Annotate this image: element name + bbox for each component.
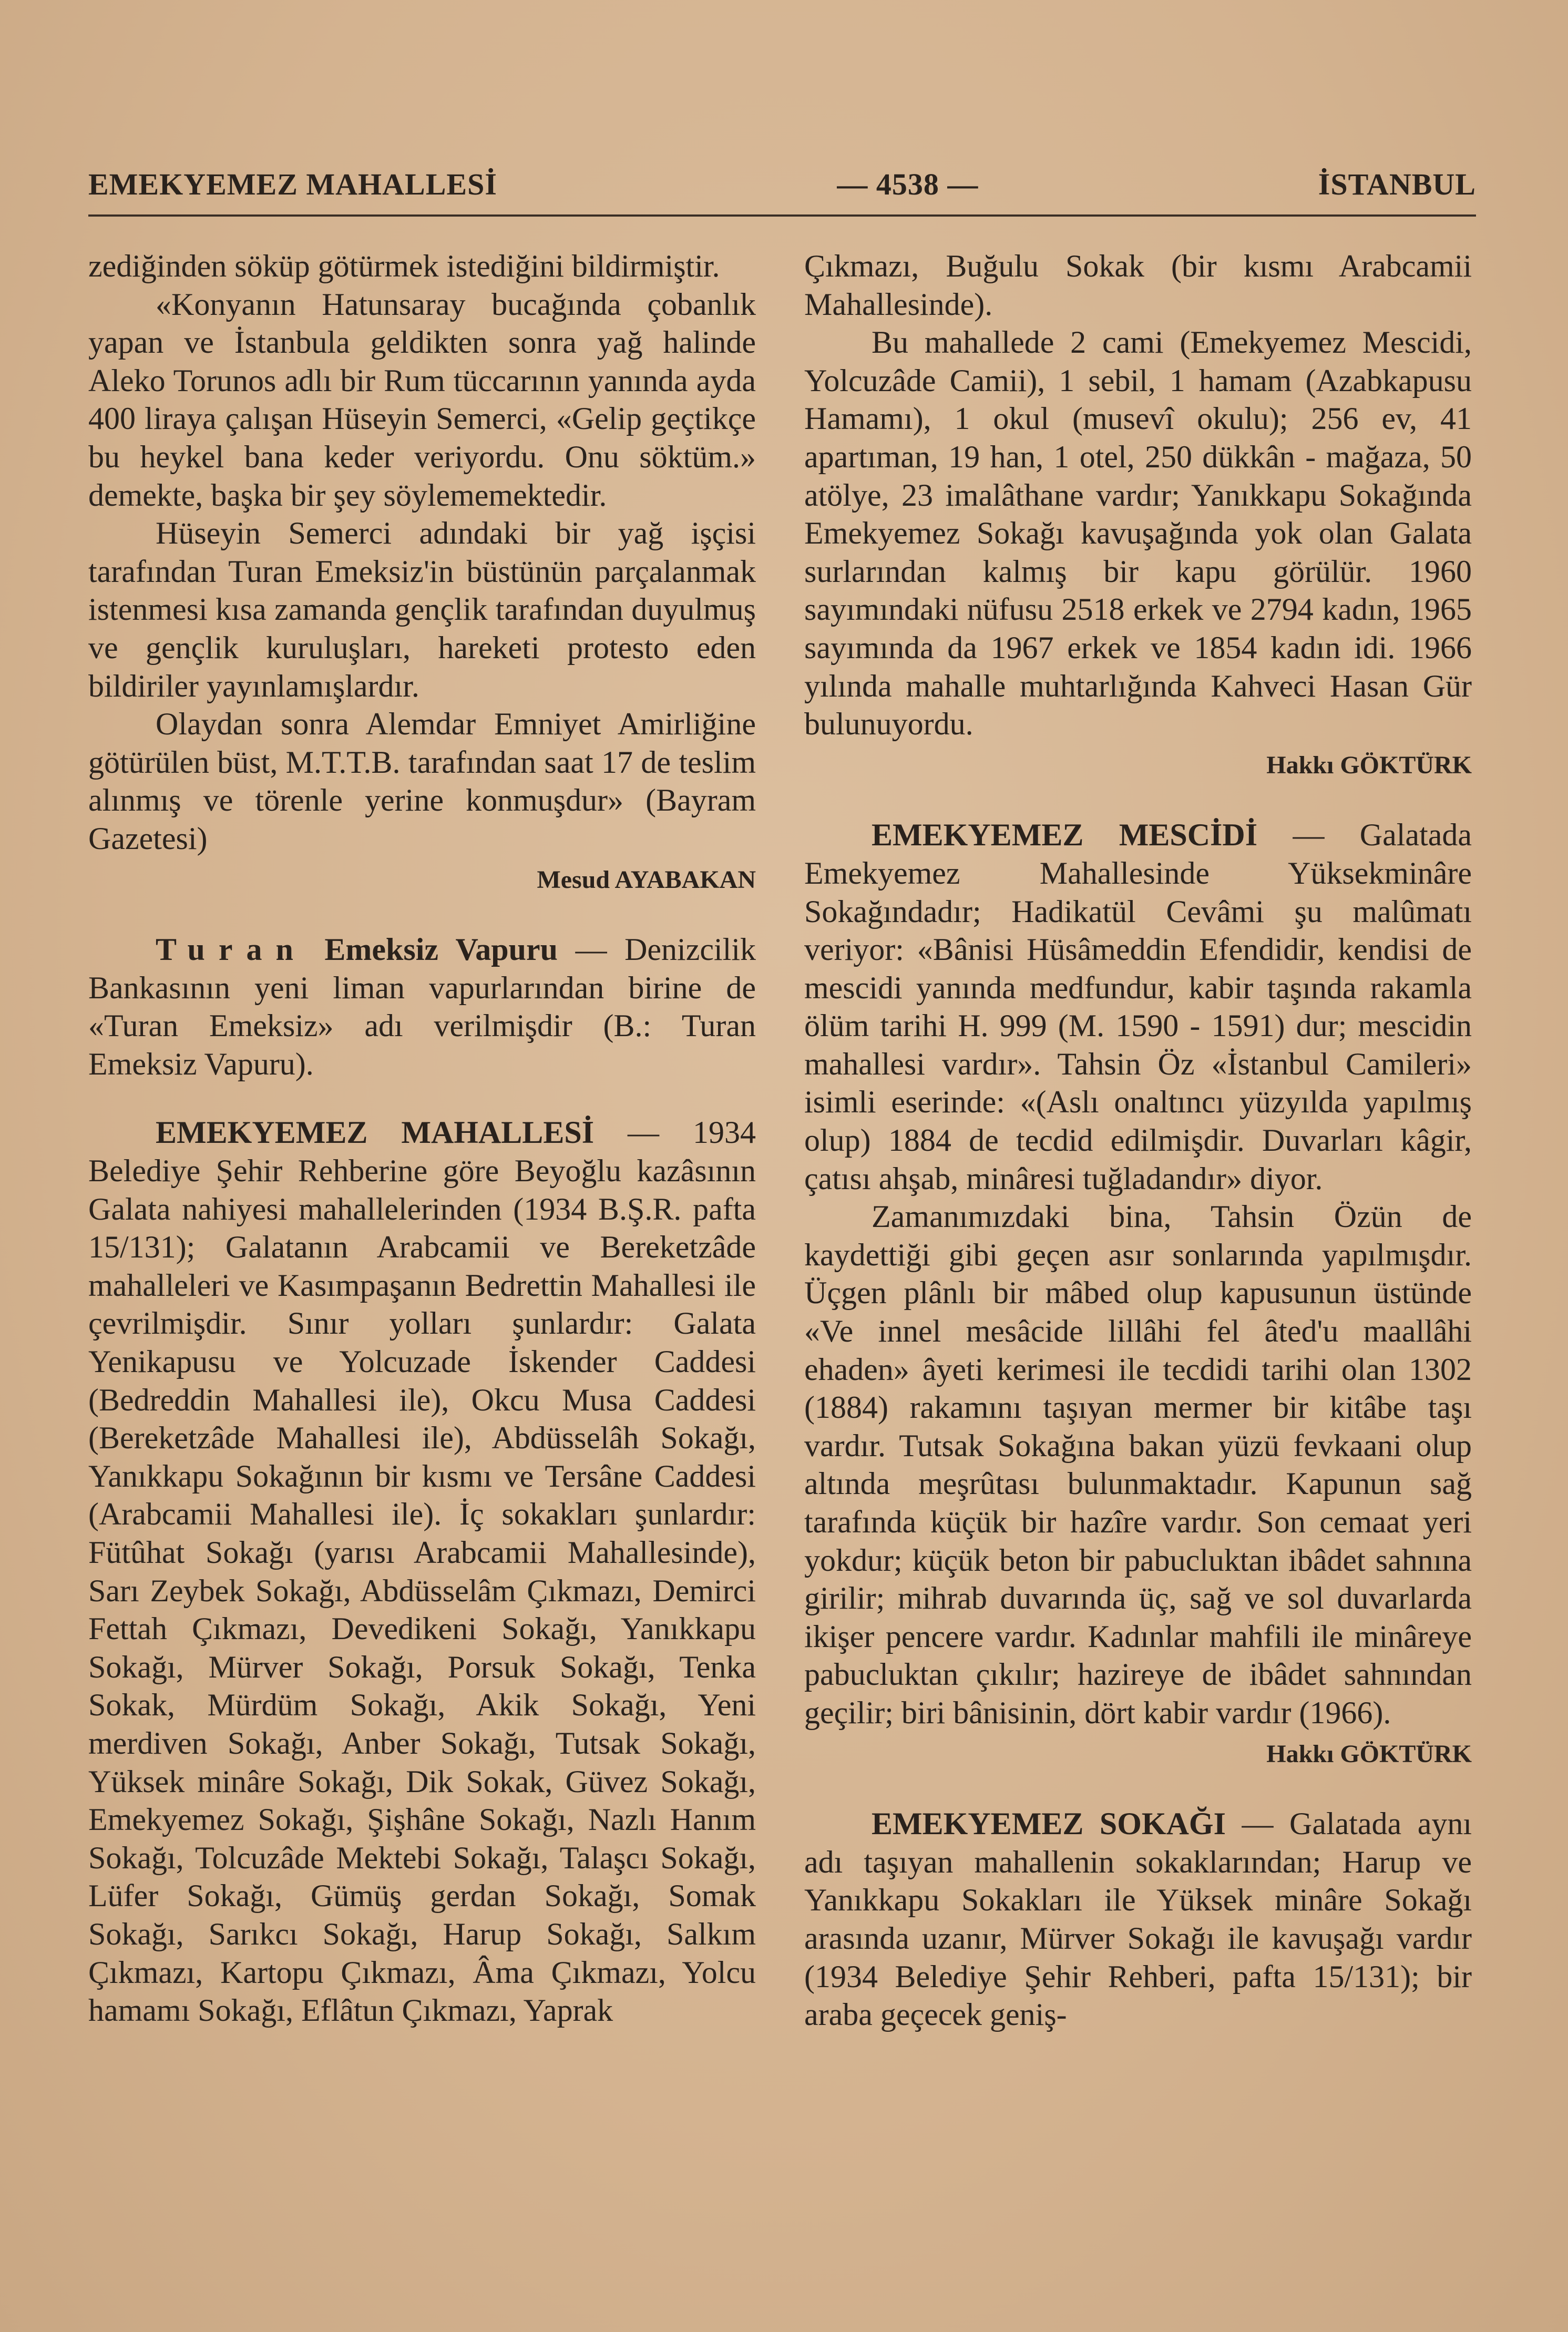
paragraph: Olaydan sonra Alemdar Emniyet Amirliğine götürülen büst, M.T.T.B. tarafından saat 17 de teslim alınmış ve törenle yerine konmuşdur» (Bayram Gazetesi): [88, 707, 756, 856]
entry-text: — Denizcilik Bankasının yeni liman vapurlarından birine de «Turan Emeksiz» adı verilmişdir (B.: Turan Emeksiz Vapuru).: [88, 932, 756, 1081]
entry-emekyemez-sokagi: [804, 1805, 1472, 2034]
entry-heading: EMEKYEMEZ MESCİDİ: [872, 817, 1258, 853]
entry-heading: EMEKYEMEZ SOKAĞI: [872, 1806, 1226, 1842]
header-section-title: EMEKYEMEZ MAHALLESİ: [88, 167, 497, 201]
entry-heading: EMEKYEMEZ MAHALLESİ: [156, 1115, 595, 1150]
entry-text: — Galatada aynı adı taşıyan mahallenin sokaklarından; Harup ve Yanıkkapu Sokakları ile Yüksek minâre Sokağı arasında uzanır, Mürver Sokağı ile kavuşağı vardır (1934 Belediye Şehir Rehberi, pafta 15/131); bir araba geçecek geniş-: [804, 1806, 1472, 2032]
author-signature: Mesud AYABAKAN: [537, 865, 756, 894]
entry-emekyemez-mescidi: [804, 816, 1472, 1198]
paragraph: Çıkmazı, Buğulu Sokak (bir kısmı Arabcamii Mahallesinde).: [804, 249, 1472, 322]
author-signature: Hakkı GÖKTÜRK: [1266, 1740, 1472, 1768]
paragraph: Bu mahallede 2 cami (Emekyemez Mescidi, Yolcuzâde Camii), 1 sebil, 1 hamam (Azabkapusu Hamamı), 1 okul (musevî okulu); 256 ev, 41 apartıman, 19 han, 1 otel, 250 dükkân - mağaza, 50 atölye, 23 imalâthane vardır; Yanıkkapu Sokağında Emekyemez Sokağı kavuşağında yok olan Galata surlarından kalmış bir kapu görülür. 1960 sayımındaki nüfusu 2518 erkek ve 2794 kadın, 1965 sayımında da 1967 erkek ve 1854 kadın idi. 1966 yılında mahalle muhtarlığında Kahveci Hasan Gür bulunuyordu.: [804, 325, 1472, 742]
entry-emekyemez-mahallesi: [88, 1113, 756, 2029]
paragraph: zediğinden söküp götürmek istediğini bildirmiştir.: [88, 249, 720, 283]
paragraph: Zamanımızdaki bina, Tahsin Özün de kaydettiği gibi geçen asır sonlarında yapılmışdır. Üçgen plânlı bir mâbed olup kapusunun üstünde «Ve innel mesâcide lillâhi fel âted'u maallâhi ehaden» âyeti kerimesi ile tecdidi tarihi olan 1302 (1884) rakamını taşıyan mermer bir kitâbe taşı vardır. Tutsak Sokağına bakan yüzü fevkaani olup altında meşrûtası bulunmaktadır. Kapunun sağ tarafında küçük bir hazîre vardır. Son cemaat yeri yokdur; küçük beton bir pabucluktan ibâdet sahnına girilir; mihrab duvarında üç, sağ ve sol duvarlarda ikişer pencere vardır. Kadınlar mahfili ile minâreye pabucluktan çıkılır; hazireye de ibâdet sahnından geçilir; biri bânisinin, dört kabir vardır (1966).: [804, 1199, 1472, 1730]
paragraph: Hüseyin Semerci adındaki bir yağ işçisi tarafından Turan Emeksiz'in büstünün parçalanmak istenmesi kısa zamanda gençlik tarafından duyulmuş ve gençlik kuruluşları, hareketi protesto eden bildiriler yayınlamışlardır.: [88, 516, 756, 703]
author-signature: Hakkı GÖKTÜRK: [1266, 751, 1472, 779]
left-column: [88, 247, 756, 2030]
entry-heading-cont: Emeksiz Vapuru: [324, 932, 558, 967]
entry-text: — Galatada Emekyemez Mahallesinde Yüksekminâre Sokağındadır; Hadikatül Cevâmi şu malûmatı veriyor: «Bânisi Hüsâmeddin Efendidir, kendisi de mescidi yanında medfundur, kabir taşında rakamla ölüm tarihi H. 999 (M. 1590 - 1591) dur; mescidin mahallesi vardır». Tahsin Öz «İstanbul Camileri» isimli eserinde: «(Aslı onaltıncı yüzyılda yapılmış olup) 1884 de tecdid edilmişdir. Duvarları kâgir, çatısı ahşab, minâresi tuğladandır» diyor.: [804, 817, 1472, 1196]
page-number: — 4538 —: [837, 167, 979, 201]
page-header: [88, 158, 1476, 210]
entry-text: — 1934 Belediye Şehir Rehberine göre Beyoğlu kazâsının Galata nahiyesi mahallelerinden (1934 B.Ş.R. pafta 15/131); Galatanın Arabcamii ve Bereketzâde mahalleleri ve Kasımpaşanın Bedrettin Mahallesi ile çevrilmişdir. Sınır yolları şunlardır: Galata Yenikapusu ve Yolcuzade İskender Caddesi (Bedreddin Mahallesi ile), Okcu Musa Caddesi (Bereketzâde Mahallesi ile), Abdüsselâh Sokağı, Yanıkkapu Sokağının bir kısmı ve Tersâne Caddesi (Arabcamii Mahallesi ile). İç sokakları şunlardır: Fütûhat Sokağı (yarısı Arabcamii Mahallesinde), Sarı Zeybek Sokağı, Abdüsselâm Çıkmazı, Demirci Fettah Çıkmazı, Devedikeni Sokağı, Yanıkkapu Sokağı, Mürver Sokağı, Porsuk Sokağı, Tenka Sokak, Mürdüm Sokağı, Akik Sokağı, Yeni merdiven Sokağı, Anber Sokağı, Tutsak Sokağı, Yüksek minâre Sokağı, Dik Sokak, Güvez Sokağı, Emekyemez Sokağı, Şişhâne Sokağı, Nazlı Hanım Sokağı, Tolcuzâde Mektebi Sokağı, Talaşcı Sokağı, Lüfer Sokağı, Gümüş gerdan Sokağı, Somak Sokağı, Sarıkcı Sokağı, Harup Sokağı, Salkım Çıkmazı, Kartopu Çıkmazı, Âma Çıkmazı, Yolcu hamamı Sokağı, Eflâtun Çıkmazı, Yaprak: [88, 1115, 756, 2028]
entry-turan-emeksiz-vapuru: [88, 930, 756, 1083]
header-city: İSTANBUL: [1318, 167, 1476, 201]
right-column: [804, 247, 1472, 2034]
entry-heading: Turan: [156, 932, 307, 967]
paragraph: «Konyanın Hatunsaray bucağında çobanlık yapan ve İstanbula geldikten sonra yağ halinde Aleko Torunos adlı bir Rum tüccarının yanında ayda 400 liraya çalışan Hüseyin Semerci, «Gelip geçtikçe bu heykel bana keder veriyordu. Onu söktüm.» demekte, başka bir şey söylememektedir.: [88, 287, 756, 513]
header-rule: [88, 214, 1476, 217]
